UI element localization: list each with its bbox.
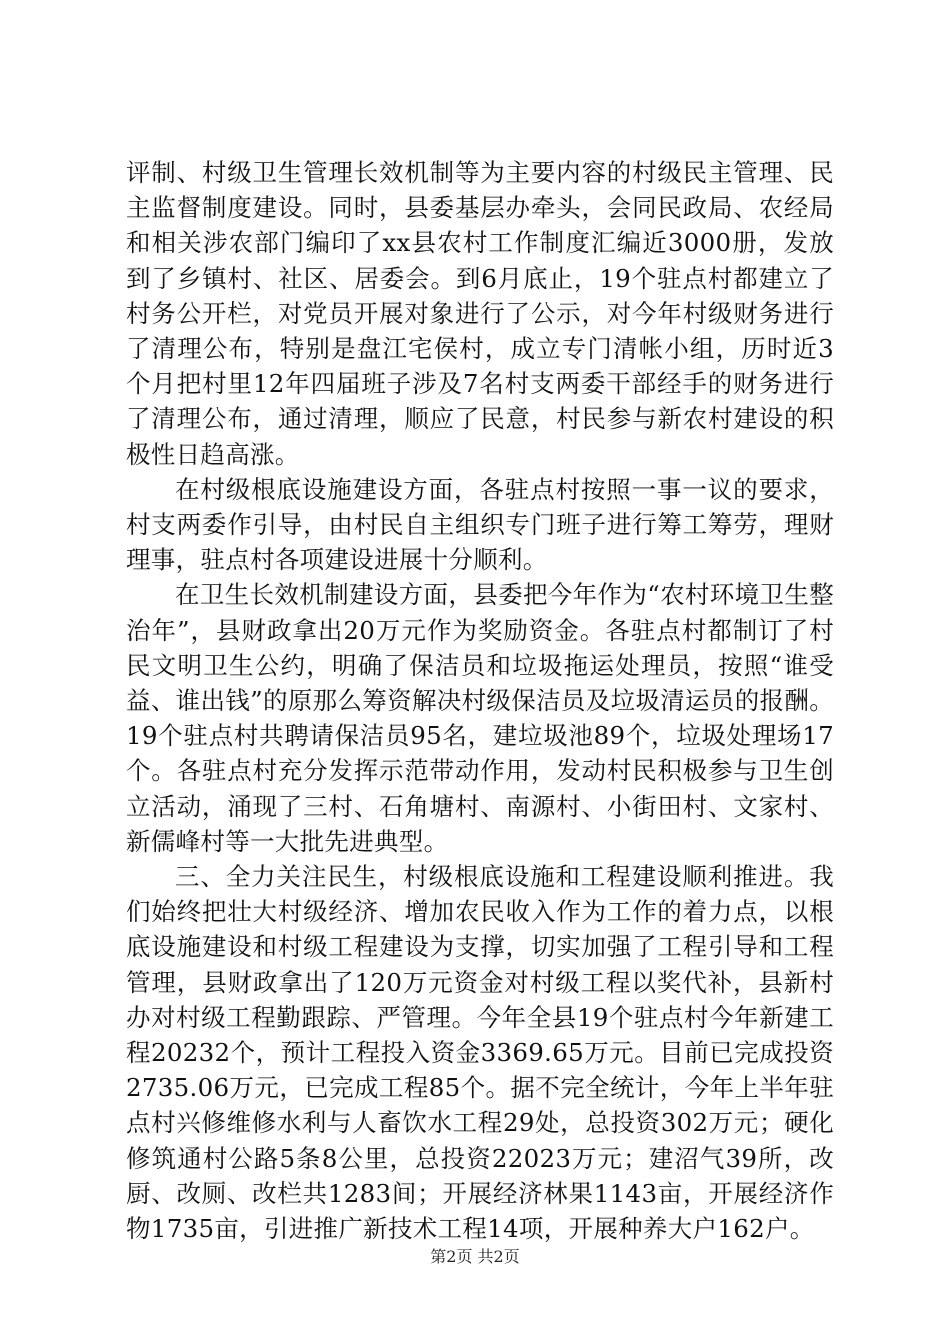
page-footer: 第2页 共2页	[430, 1247, 520, 1266]
document-body	[126, 155, 834, 1246]
paragraph-livelihood: 三、全力关注民生，村级根底设施和工程建设顺利推进。我们始终把壮大村级经济、增加农民收入作为工作的着力点，以根底设施建设和村级工程建设为支撑，切实加强了工程引导和工程管理，县财政拿出了120万元资金对村级工程以奖代补，县新村办对村级工程勤跟踪、严管理。今年全县19个驻点村今年新建工程20232个，预计工程投入资金3369.65万元。目前已完成投资2735.06万元，已完成工程85个。据不完全统计，今年上半年驻点村兴修维修水利与人畜饮水工程29处，总投资302万元；硬化修筑通村公路5条8公里，总投资22023万元；建沼气39所，改厨、改厕、改栏共1283间；开展经济林果1143亩，开展经济作物1735亩，引进推广新技术工程14项，开展种养大户162户。	[126, 862, 834, 1244]
paragraph-infrastructure: 在村级根底设施建设方面，各驻点村按照一事一议的要求，村支两委作引导，由村民自主组织专门班子进行筹工筹劳，理财理事，驻点村各项建设进展十分顺利。	[126, 474, 834, 575]
paragraph-sanitation: 在卫生长效机制建设方面，县委把今年作为“农村环境卫生整治年”，县财政拿出20万元作为奖励资金。各驻点村都制订了村民文明卫生公约，明确了保洁员和垃圾拖运处理员，按照“谁受益、谁出钱”的原那么筹资解决村级保洁员及垃圾清运员的报酬。19个驻点村共聘请保洁员95名，建垃圾池89个，垃圾处理场17个。各驻点村充分发挥示范带动作用，发动村民积极参与卫生创立活动，涌现了三村、石角塘村、南源村、小街田村、文家村、新儒峰村等一大批先进典型。	[126, 580, 834, 856]
paragraph-continuation: 评制、村级卫生管理长效机制等为主要内容的村级民主管理、民主监督制度建设。同时，县委基层办牵头，会同民政局、农经局和相关涉农部门编印了xx县农村工作制度汇编近3000册，发放到了乡镇村、社区、居委会。到6月底止，19个驻点村都建立了村务公开栏，对党员开展对象进行了公示，对今年村级财务进行了清理公布，特别是盘江宅侯村，成立专门清帐小组，历时近3个月把村里12年四届班子涉及7名村支两委干部经手的财务进行了清理公布，通过清理，顺应了民意，村民参与新农村建设的积极性日趋高涨。	[126, 158, 834, 469]
